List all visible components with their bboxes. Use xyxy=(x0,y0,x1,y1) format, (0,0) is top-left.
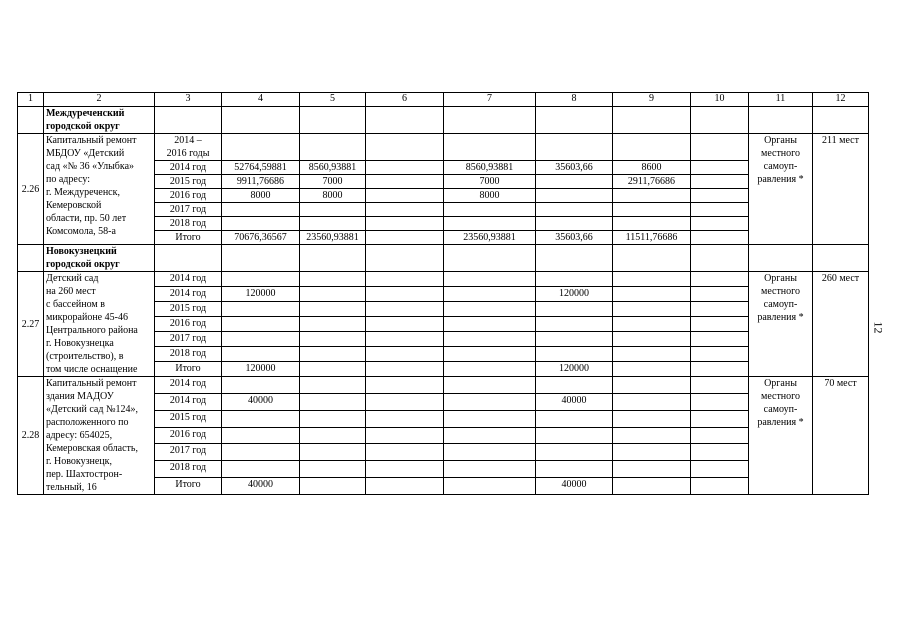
value-cell xyxy=(444,362,536,377)
column-number: 7 xyxy=(444,93,536,107)
value-cell xyxy=(366,161,444,175)
value-cell xyxy=(366,461,444,478)
value-cell xyxy=(222,134,300,161)
value-cell: 23560,93881 xyxy=(444,231,536,245)
value-cell xyxy=(444,377,536,394)
value-cell xyxy=(691,377,749,394)
value-cell: 40000 xyxy=(536,478,613,495)
value-cell xyxy=(366,393,444,410)
value-cell xyxy=(300,377,366,394)
year-cell: 2016 год xyxy=(155,189,222,203)
value-cell xyxy=(691,231,749,245)
value-cell xyxy=(536,175,613,189)
year-cell: 2014 год xyxy=(155,393,222,410)
item-description: Капитальный ремонт здания МАДОУ «Детский сад №124», расположенного по адресу: 654025, Кемеровская область, г. Новокузнецк, пер. Шахтострон- тельный, 16 xyxy=(44,377,155,495)
value-cell xyxy=(613,377,691,394)
value-cell xyxy=(366,231,444,245)
year-cell: 2016 год xyxy=(155,427,222,444)
value-cell xyxy=(300,302,366,317)
value-cell: 120000 xyxy=(536,362,613,377)
value-cell xyxy=(444,134,536,161)
value-cell xyxy=(222,444,300,461)
value-cell xyxy=(222,272,300,287)
value-cell xyxy=(536,302,613,317)
value-cell xyxy=(691,189,749,203)
value-cell xyxy=(691,272,749,287)
value-cell xyxy=(613,134,691,161)
value-cell xyxy=(536,203,613,217)
year-cell: Итого xyxy=(155,478,222,495)
value-cell: 70676,36567 xyxy=(222,231,300,245)
value-cell xyxy=(222,410,300,427)
year-cell: Итого xyxy=(155,231,222,245)
value-cell xyxy=(300,347,366,362)
value-cell xyxy=(300,272,366,287)
value-cell xyxy=(444,332,536,347)
value-cell xyxy=(444,461,536,478)
column-number: 12 xyxy=(813,93,869,107)
value-cell xyxy=(444,302,536,317)
column-number: 3 xyxy=(155,93,222,107)
value-cell xyxy=(536,377,613,394)
column-number: 9 xyxy=(613,93,691,107)
value-cell xyxy=(366,189,444,203)
page-number: 12 xyxy=(871,321,886,334)
value-cell: 120000 xyxy=(536,287,613,302)
capacity: 70 мест xyxy=(813,377,869,495)
value-cell: 8600 xyxy=(613,161,691,175)
section-title: Междуреченский городской округ xyxy=(44,107,155,134)
value-cell xyxy=(691,478,749,495)
value-cell xyxy=(691,410,749,427)
value-cell xyxy=(444,478,536,495)
value-cell xyxy=(536,217,613,231)
header-row xyxy=(18,93,869,107)
value-cell xyxy=(366,347,444,362)
value-cell: 11511,76686 xyxy=(613,231,691,245)
value-cell xyxy=(300,203,366,217)
column-number: 4 xyxy=(222,93,300,107)
value-cell xyxy=(691,287,749,302)
value-cell xyxy=(536,444,613,461)
value-cell xyxy=(300,217,366,231)
value-cell: 120000 xyxy=(222,287,300,302)
value-cell xyxy=(300,478,366,495)
value-cell: 40000 xyxy=(536,393,613,410)
year-cell: 2015 год xyxy=(155,410,222,427)
value-cell xyxy=(691,217,749,231)
responsible-org: Органы местного самоуп- равления * xyxy=(749,377,813,495)
value-cell xyxy=(536,410,613,427)
value-cell xyxy=(222,377,300,394)
value-cell xyxy=(366,317,444,332)
section-title-row xyxy=(18,107,869,134)
year-cell: 2014 – 2016 годы xyxy=(155,134,222,161)
column-number: 8 xyxy=(536,93,613,107)
value-cell xyxy=(366,377,444,394)
value-cell xyxy=(536,347,613,362)
capacity: 211 мест xyxy=(813,134,869,245)
value-cell xyxy=(222,302,300,317)
value-cell xyxy=(222,332,300,347)
value-cell xyxy=(366,444,444,461)
value-cell xyxy=(691,134,749,161)
value-cell xyxy=(536,427,613,444)
value-cell xyxy=(691,461,749,478)
value-cell: 40000 xyxy=(222,393,300,410)
value-cell xyxy=(691,302,749,317)
value-cell xyxy=(222,427,300,444)
value-cell xyxy=(691,347,749,362)
column-number: 5 xyxy=(300,93,366,107)
value-cell: 8560,93881 xyxy=(300,161,366,175)
item-description: Капитальный ремонт МБДОУ «Детский сад «№ 36 «Улыбка» по адресу: г. Междуреченск, Кемеровской области, пр. 50 лет Комсомола, 58-а xyxy=(44,134,155,245)
value-cell xyxy=(444,347,536,362)
value-cell xyxy=(613,347,691,362)
year-cell: 2016 год xyxy=(155,317,222,332)
value-cell xyxy=(613,461,691,478)
value-cell xyxy=(300,287,366,302)
value-cell xyxy=(613,287,691,302)
item-number: 2.27 xyxy=(18,272,44,377)
value-cell xyxy=(613,393,691,410)
value-cell xyxy=(691,362,749,377)
value-cell xyxy=(691,175,749,189)
value-cell xyxy=(536,461,613,478)
value-cell xyxy=(300,410,366,427)
value-cell: 9911,76686 xyxy=(222,175,300,189)
value-cell xyxy=(613,189,691,203)
value-cell: 7000 xyxy=(444,175,536,189)
value-cell xyxy=(613,478,691,495)
value-cell xyxy=(536,332,613,347)
value-cell xyxy=(222,217,300,231)
value-cell: 120000 xyxy=(222,362,300,377)
value-cell xyxy=(536,189,613,203)
value-cell xyxy=(444,287,536,302)
year-cell: 2017 год xyxy=(155,444,222,461)
year-cell: 2018 год xyxy=(155,217,222,231)
value-cell: 40000 xyxy=(222,478,300,495)
value-cell xyxy=(444,410,536,427)
value-cell xyxy=(366,175,444,189)
column-number: 6 xyxy=(366,93,444,107)
value-cell xyxy=(444,427,536,444)
year-cell: 2018 год xyxy=(155,347,222,362)
value-cell xyxy=(366,203,444,217)
year-cell: 2014 год xyxy=(155,272,222,287)
column-number: 10 xyxy=(691,93,749,107)
value-cell xyxy=(613,427,691,444)
year-cell: 2014 год xyxy=(155,161,222,175)
value-cell: 7000 xyxy=(300,175,366,189)
value-cell: 35603,66 xyxy=(536,161,613,175)
table-row xyxy=(18,272,869,287)
value-cell xyxy=(300,461,366,478)
program-table xyxy=(17,92,869,495)
value-cell xyxy=(691,161,749,175)
item-number: 2.26 xyxy=(18,134,44,245)
value-cell xyxy=(444,444,536,461)
value-cell xyxy=(444,393,536,410)
value-cell xyxy=(444,217,536,231)
column-number: 1 xyxy=(18,93,44,107)
value-cell xyxy=(366,427,444,444)
value-cell xyxy=(366,287,444,302)
value-cell: 8560,93881 xyxy=(444,161,536,175)
value-cell xyxy=(366,272,444,287)
value-cell xyxy=(300,134,366,161)
value-cell xyxy=(300,317,366,332)
value-cell xyxy=(691,317,749,332)
year-cell: 2014 год xyxy=(155,377,222,394)
value-cell xyxy=(536,272,613,287)
value-cell xyxy=(691,444,749,461)
capacity: 260 мест xyxy=(813,272,869,377)
value-cell xyxy=(613,203,691,217)
value-cell xyxy=(536,134,613,161)
section-title: Новокузнецкий городской округ xyxy=(44,245,155,272)
value-cell xyxy=(691,203,749,217)
value-cell xyxy=(613,362,691,377)
year-cell: 2017 год xyxy=(155,332,222,347)
responsible-org: Органы местного самоуп- равления * xyxy=(749,272,813,377)
year-cell: 2015 год xyxy=(155,302,222,317)
value-cell xyxy=(222,347,300,362)
value-cell xyxy=(691,427,749,444)
value-cell xyxy=(444,317,536,332)
value-cell xyxy=(366,332,444,347)
value-cell: 52764,59881 xyxy=(222,161,300,175)
value-cell xyxy=(613,317,691,332)
value-cell xyxy=(366,478,444,495)
table-row xyxy=(18,377,869,394)
table-row xyxy=(18,134,869,161)
year-cell: 2014 год xyxy=(155,287,222,302)
responsible-org: Органы местного самоуп- равления * xyxy=(749,134,813,245)
value-cell xyxy=(300,362,366,377)
value-cell xyxy=(300,393,366,410)
value-cell xyxy=(366,302,444,317)
value-cell xyxy=(613,410,691,427)
value-cell xyxy=(222,203,300,217)
column-number: 11 xyxy=(749,93,813,107)
value-cell xyxy=(691,332,749,347)
value-cell xyxy=(613,302,691,317)
value-cell xyxy=(300,332,366,347)
value-cell xyxy=(222,317,300,332)
value-cell: 8000 xyxy=(444,189,536,203)
value-cell: 23560,93881 xyxy=(300,231,366,245)
value-cell xyxy=(691,393,749,410)
year-cell: 2017 год xyxy=(155,203,222,217)
value-cell xyxy=(444,203,536,217)
value-cell xyxy=(366,134,444,161)
section-title-row xyxy=(18,245,869,272)
value-cell xyxy=(613,272,691,287)
value-cell xyxy=(613,332,691,347)
value-cell xyxy=(366,217,444,231)
value-cell xyxy=(613,444,691,461)
column-number: 2 xyxy=(44,93,155,107)
value-cell xyxy=(300,427,366,444)
value-cell xyxy=(222,461,300,478)
value-cell: 8000 xyxy=(300,189,366,203)
value-cell: 2911,76686 xyxy=(613,175,691,189)
value-cell xyxy=(366,362,444,377)
value-cell: 35603,66 xyxy=(536,231,613,245)
value-cell xyxy=(300,444,366,461)
item-number: 2.28 xyxy=(18,377,44,495)
value-cell xyxy=(613,217,691,231)
value-cell xyxy=(444,272,536,287)
year-cell: Итого xyxy=(155,362,222,377)
value-cell xyxy=(536,317,613,332)
item-description: Детский сад на 260 мест с бассейном в микрорайоне 45-46 Центрального района г. Новокузнецка (строительство), в том числе оснащение xyxy=(44,272,155,377)
year-cell: 2018 год xyxy=(155,461,222,478)
year-cell: 2015 год xyxy=(155,175,222,189)
value-cell xyxy=(366,410,444,427)
value-cell: 8000 xyxy=(222,189,300,203)
